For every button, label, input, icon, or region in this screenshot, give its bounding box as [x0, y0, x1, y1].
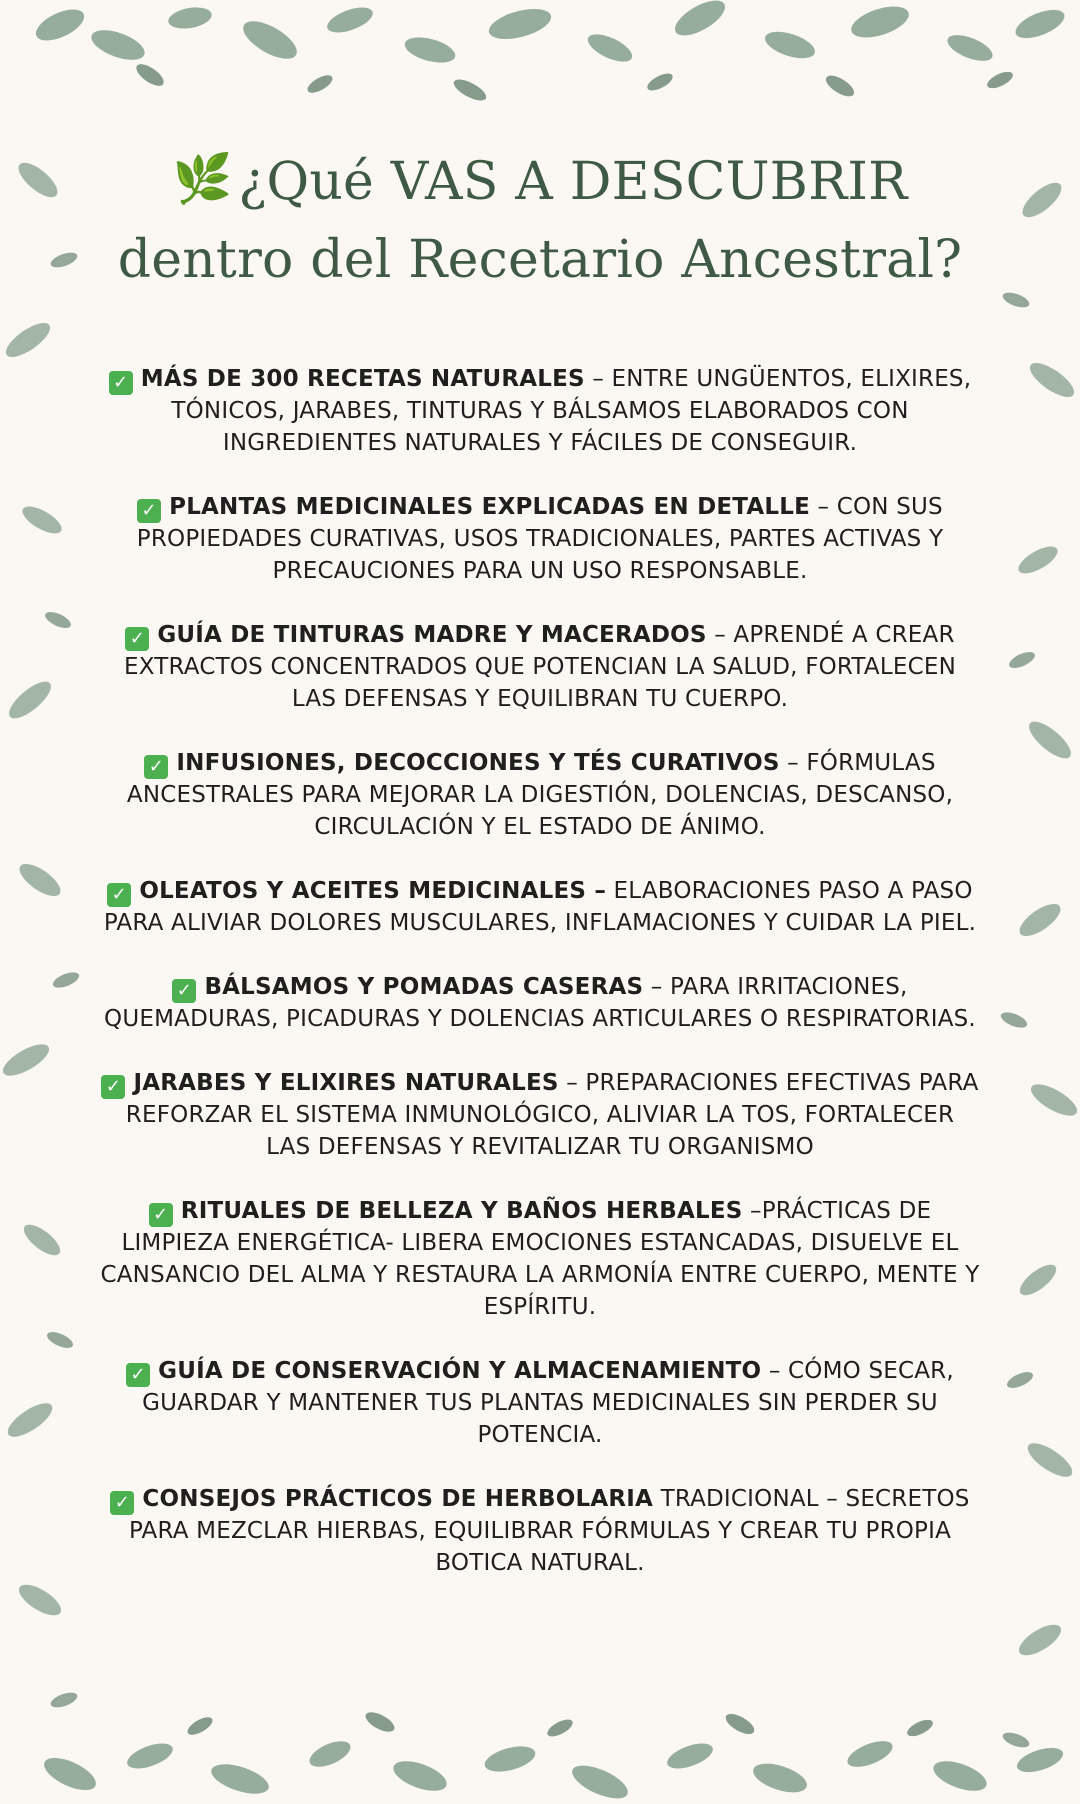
top-leaf-border-icon: [0, 0, 1080, 140]
feature-description: – PARA IRRITACIONES, QUEMADURAS, PICADURAS Y DOLENCIAS ARTICULARES O RESPIRATORIAS.: [104, 974, 976, 1032]
check-icon: ✓: [172, 979, 196, 1003]
feature-description: ELABORACIONES PASO A PASO PARA ALIVIAR DOLORES MUSCULARES, INFLAMACIONES Y CUIDAR LA PIEL.: [103, 878, 977, 936]
bottom-leaf-border-icon: [0, 1664, 1080, 1804]
feature-bold-text: GUÍA DE CONSERVACIÓN Y ALMACENAMIENTO: [158, 1358, 762, 1384]
feature-bold-text: CONSEJOS PRÁCTICOS DE HERBOLARIA: [142, 1486, 654, 1512]
check-icon: ✓: [144, 755, 168, 779]
features-list: [100, 363, 980, 1579]
feature-item: [100, 363, 980, 459]
feature-item: [100, 875, 980, 939]
title-line-1: [100, 140, 980, 221]
feature-description: – PREPARACIONES EFECTIVAS PARA REFORZAR EL SISTEMA INMUNOLÓGICO, ALIVIAR LA TOS, FORTALECER LAS DEFENSAS Y REVITALIZAR TU ORGANISMO: [125, 1070, 979, 1160]
feature-item: [100, 1195, 980, 1323]
page-title: [100, 140, 980, 299]
check-icon: ✓: [101, 1075, 125, 1099]
feature-bold-text: OLEATOS Y ACEITES MEDICINALES –: [139, 878, 607, 904]
check-icon: ✓: [125, 627, 149, 651]
feature-description: – FÓRMULAS ANCESTRALES PARA MEJORAR LA DIGESTIÓN, DOLENCIAS, DESCANSO, CIRCULACIÓN Y EL ESTADO DE ÁNIMO.: [126, 750, 954, 840]
feature-bold-text: BÁLSAMOS Y POMADAS CASERAS: [204, 974, 644, 1000]
check-icon: ✓: [137, 499, 161, 523]
feature-item: [100, 1355, 980, 1451]
feature-description: – CÓMO SECAR, GUARDAR Y MANTENER TUS PLANTAS MEDICINALES SIN PERDER SU POTENCIA.: [142, 1358, 954, 1448]
feature-item: [100, 619, 980, 715]
herb-icon: 🌿: [172, 151, 233, 207]
feature-bold-text: MÁS DE 300 RECETAS NATURALES: [140, 366, 585, 392]
feature-item: [100, 491, 980, 587]
check-icon: ✓: [149, 1203, 173, 1227]
content-area: [100, 140, 980, 1579]
check-icon: ✓: [110, 1491, 134, 1515]
feature-item: [100, 1067, 980, 1163]
feature-description: – ENTRE UNGÜENTOS, ELIXIRES, TÓNICOS, JARABES, TINTURAS Y BÁLSAMOS ELABORADOS CON INGREDIENTES NATURALES Y FÁCILES DE CONSEGUIR.: [171, 366, 972, 456]
feature-bold-text: INFUSIONES, DECOCCIONES Y TÉS CURATIVOS: [176, 750, 780, 776]
check-icon: ✓: [107, 883, 131, 907]
feature-description: –PRÁCTICAS DE LIMPIEZA ENERGÉTICA- LIBERA EMOCIONES ESTANCADAS, DISUELVE EL CANSANCIO DEL ALMA Y RESTAURA LA ARMONÍA ENTRE CUERPO, MENTE Y ESPÍRITU.: [100, 1198, 980, 1320]
check-icon: ✓: [109, 371, 133, 395]
feature-bold-text: GUÍA DE TINTURAS MADRE Y MACERADOS: [157, 622, 707, 648]
feature-description: TRADICIONAL – SECRETOS PARA MEZCLAR HIERBAS, EQUILIBRAR FÓRMULAS Y CREAR TU PROPIA BOTICA NATURAL.: [128, 1486, 970, 1576]
feature-description: – CON SUS PROPIEDADES CURATIVAS, USOS TRADICIONALES, PARTES ACTIVAS Y PRECAUCIONES PARA UN USO RESPONSABLE.: [136, 494, 944, 584]
feature-bold-text: JARABES Y ELIXIRES NATURALES: [133, 1070, 559, 1096]
title-text-1: ¿Qué VAS A DESCUBRIR: [238, 152, 908, 212]
check-icon: ✓: [126, 1363, 150, 1387]
feature-bold-text: RITUALES DE BELLEZA Y BAÑOS HERBALES: [180, 1198, 743, 1224]
feature-item: [100, 747, 980, 843]
feature-bold-text: PLANTAS MEDICINALES EXPLICADAS EN DETALLE: [169, 494, 811, 520]
feature-description: – APRENDÉ A CREAR EXTRACTOS CONCENTRADOS QUE POTENCIAN LA SALUD, FORTALECEN LAS DEFENSAS Y EQUILIBRAN TU CUERPO.: [124, 622, 956, 712]
title-line-2: dentro del Recetario Ancestral?: [117, 230, 963, 290]
feature-item: [100, 1483, 980, 1579]
feature-item: [100, 971, 980, 1035]
